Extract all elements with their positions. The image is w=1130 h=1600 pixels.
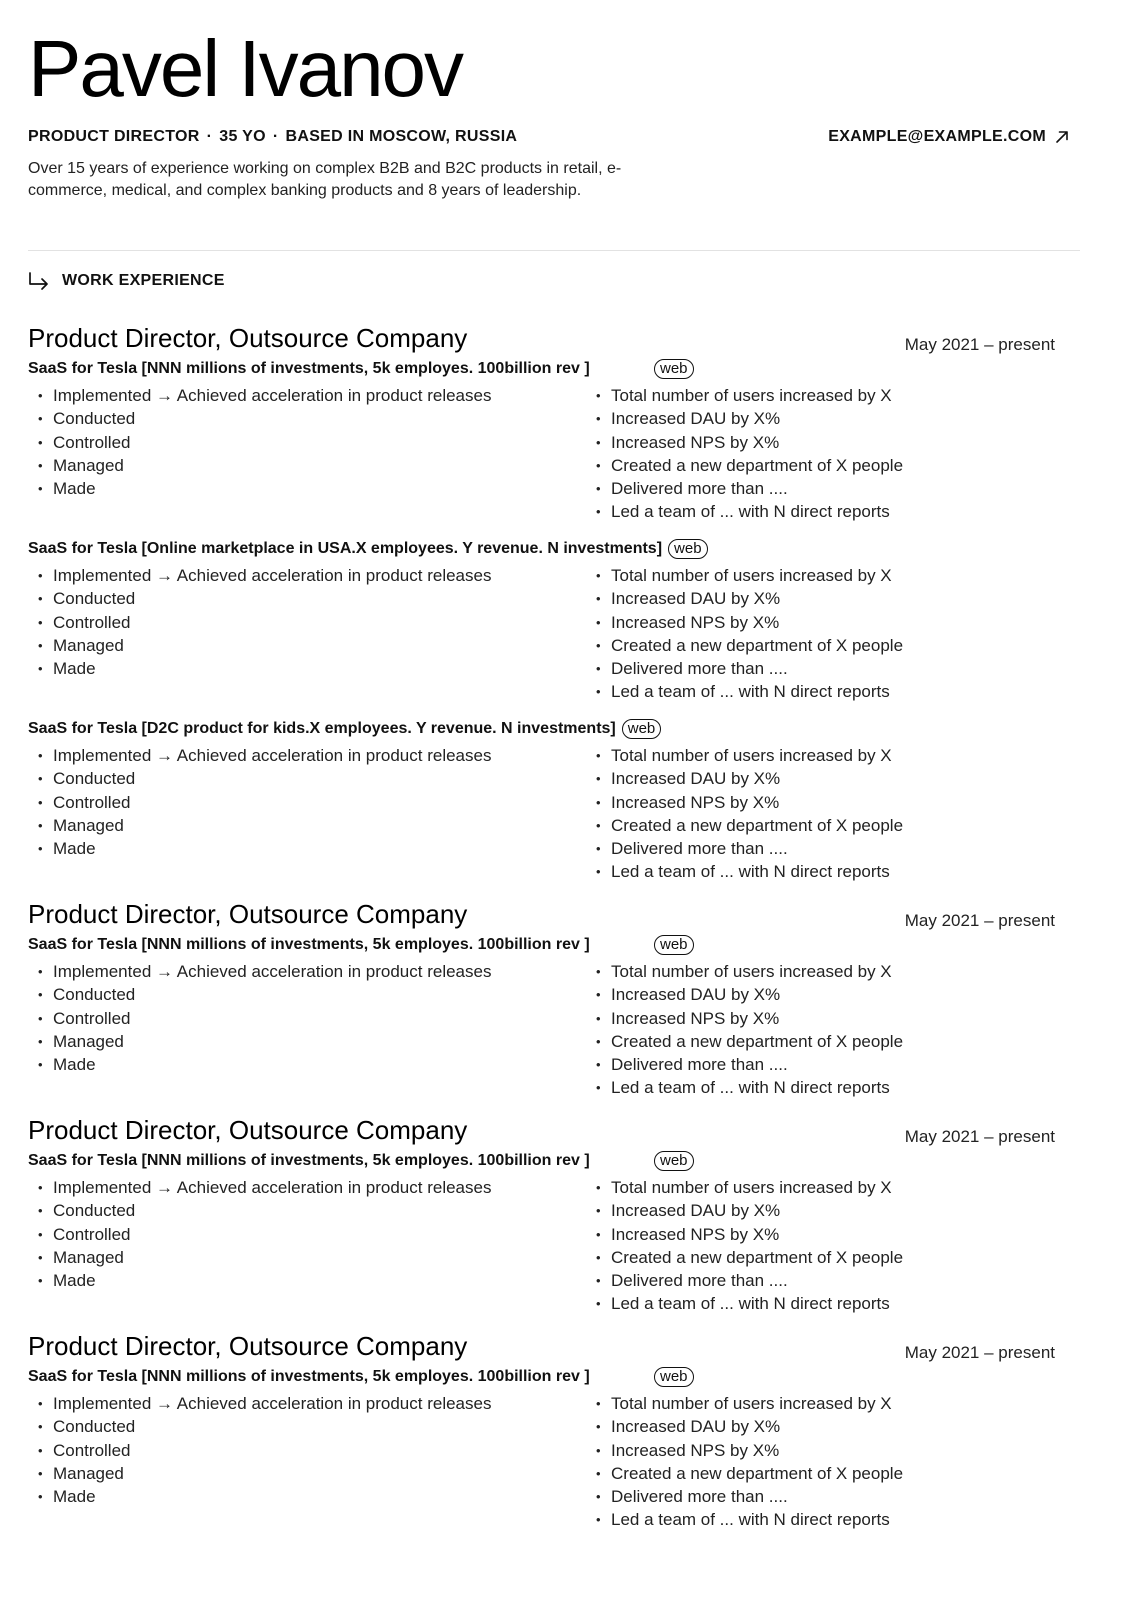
list-item: • Total number of users increased by X [596, 564, 903, 587]
work-experience-list [28, 320, 1068, 1544]
job-title: Product Director, Outsource Company [28, 1115, 468, 1145]
list-item: • Delivered more than .... [596, 1269, 903, 1292]
job-header [28, 896, 1068, 932]
list-item: • Increased NPS by X% [596, 611, 903, 634]
list-item: • Conducted [38, 983, 491, 1006]
list-item: • Led a team of ... with N direct reports [596, 500, 903, 523]
list-item: • Managed [38, 1030, 491, 1053]
job-entry [28, 1328, 1068, 1542]
project-bullets [28, 1174, 1068, 1326]
header-meta [28, 125, 1070, 149]
results-list [596, 564, 903, 704]
project-header [28, 1148, 1068, 1174]
list-item: • Implemented → Achieved acceleration in product releases [38, 1392, 491, 1415]
list-item: • Controlled [38, 1007, 491, 1030]
project-entry [28, 1148, 1068, 1326]
list-item: • Conducted [38, 1415, 491, 1438]
list-item: • Implemented → Achieved acceleration in product releases [38, 744, 491, 767]
list-item: • Conducted [38, 1199, 491, 1222]
section-title: WORK EXPERIENCE [62, 272, 225, 289]
list-item: • Increased DAU by X% [596, 587, 903, 610]
list-item: • Increased DAU by X% [596, 1199, 903, 1222]
list-item: • Led a team of ... with N direct reports [596, 1076, 903, 1099]
job-header [28, 1328, 1068, 1364]
list-item: • Implemented → Achieved acceleration in product releases [38, 564, 491, 587]
role-label: PRODUCT DIRECTOR [28, 128, 200, 145]
list-item: • Managed [38, 634, 491, 657]
list-item: • Made [38, 837, 491, 860]
list-item: • Conducted [38, 587, 491, 610]
job-header [28, 1112, 1068, 1148]
age-label: 35 YO [219, 128, 266, 145]
list-item: • Increased NPS by X% [596, 1439, 903, 1462]
project-entry [28, 356, 1068, 534]
section-header [28, 268, 225, 294]
email-link[interactable] [828, 125, 1070, 149]
list-item: • Total number of users increased by X [596, 1392, 903, 1415]
list-item: • Created a new department of X people [596, 1030, 903, 1053]
list-item: • Created a new department of X people [596, 1246, 903, 1269]
job-title: Product Director, Outsource Company [28, 323, 468, 353]
profile-summary: Over 15 years of experience working on complex B2B and B2C products in retail, e-commerce, medical, and complex banking products and 8 years of leadership. [28, 160, 622, 199]
project-entry [28, 932, 1068, 1110]
results-list [596, 384, 903, 524]
project-bullets [28, 1390, 1068, 1542]
job-title: Product Director, Outsource Company [28, 899, 468, 929]
list-item: • Implemented → Achieved acceleration in product releases [38, 960, 491, 983]
web-tag: web [654, 1151, 694, 1171]
actions-list [38, 1392, 491, 1508]
results-list [596, 1176, 903, 1316]
actions-list [38, 384, 491, 500]
list-item: • Conducted [38, 407, 491, 430]
list-item: • Increased NPS by X% [596, 791, 903, 814]
project-title: SaaS for Tesla [NNN millions of investments, 5k employes. 100billion rev ] [28, 936, 590, 953]
project-title: SaaS for Tesla [NNN millions of investments, 5k employes. 100billion rev ] [28, 1152, 590, 1169]
section-divider [28, 250, 1080, 251]
web-tag: web [654, 359, 694, 379]
list-item: • Created a new department of X people [596, 1462, 903, 1485]
project-entry [28, 1364, 1068, 1542]
list-item: • Made [38, 1485, 491, 1508]
list-item: • Increased NPS by X% [596, 1007, 903, 1030]
list-item: • Increased NPS by X% [596, 431, 903, 454]
list-item: • Made [38, 657, 491, 680]
results-list [596, 1392, 903, 1532]
job-header [28, 320, 1068, 356]
list-item: • Created a new department of X people [596, 454, 903, 477]
job-dates: May 2021 – present [904, 911, 1055, 930]
job-entry [28, 1112, 1068, 1326]
location-label: BASED IN MOSCOW, RUSSIA [285, 128, 518, 145]
list-item: • Total number of users increased by X [596, 744, 903, 767]
project-bullets [28, 382, 1068, 534]
actions-list [38, 1176, 491, 1292]
project-title: SaaS for Tesla [NNN millions of investments, 5k employes. 100billion rev ] [28, 360, 590, 377]
list-item: • Total number of users increased by X [596, 384, 903, 407]
list-item: • Managed [38, 1246, 491, 1269]
list-item: • Increased DAU by X% [596, 407, 903, 430]
separator-dot: · [272, 128, 279, 145]
list-item: • Controlled [38, 791, 491, 814]
list-item: • Controlled [38, 1439, 491, 1462]
resume-page [28, 0, 1080, 1600]
list-item: • Led a team of ... with N direct reports [596, 1508, 903, 1531]
project-header [28, 932, 1068, 958]
list-item: • Controlled [38, 431, 491, 454]
project-title: SaaS for Tesla [Online marketplace in USA.X employees. Y revenue. N investments] [28, 540, 663, 557]
return-arrow-icon [28, 270, 50, 292]
list-item: • Created a new department of X people [596, 814, 903, 837]
list-item: • Led a team of ... with N direct reports [596, 1292, 903, 1315]
actions-list [38, 744, 491, 860]
list-item: • Led a team of ... with N direct reports [596, 860, 903, 883]
job-dates: May 2021 – present [904, 335, 1055, 354]
list-item: • Created a new department of X people [596, 634, 903, 657]
actions-list [38, 960, 491, 1076]
job-entry [28, 320, 1068, 894]
project-header [28, 536, 1068, 562]
results-list [596, 744, 903, 884]
web-tag: web [654, 1367, 694, 1387]
list-item: • Implemented → Achieved acceleration in product releases [38, 1176, 491, 1199]
web-tag: web [622, 719, 662, 739]
project-header [28, 716, 1068, 742]
project-bullets [28, 562, 1068, 714]
candidate-name: Pavel Ivanov [28, 24, 463, 113]
list-item: • Delivered more than .... [596, 1053, 903, 1076]
list-item: • Managed [38, 454, 491, 477]
list-item: • Increased NPS by X% [596, 1223, 903, 1246]
list-item: • Implemented → Achieved acceleration in product releases [38, 384, 491, 407]
project-bullets [28, 742, 1068, 894]
list-item: • Made [38, 477, 491, 500]
project-title: SaaS for Tesla [D2C product for kids.X employees. Y revenue. N investments] [28, 720, 616, 737]
project-entry [28, 716, 1068, 894]
actions-list [38, 564, 491, 680]
project-header [28, 356, 1068, 382]
results-list [596, 960, 903, 1100]
list-item: • Controlled [38, 611, 491, 634]
list-item: • Controlled [38, 1223, 491, 1246]
list-item: • Delivered more than .... [596, 837, 903, 860]
list-item: • Managed [38, 814, 491, 837]
list-item: • Delivered more than .... [596, 477, 903, 500]
list-item: • Delivered more than .... [596, 657, 903, 680]
list-item: • Conducted [38, 767, 491, 790]
list-item: • Total number of users increased by X [596, 1176, 903, 1199]
project-bullets [28, 958, 1068, 1110]
profile-facts [28, 125, 517, 149]
list-item: • Increased DAU by X% [596, 767, 903, 790]
list-item: • Total number of users increased by X [596, 960, 903, 983]
job-entry [28, 896, 1068, 1110]
list-item: • Made [38, 1053, 491, 1076]
web-tag: web [654, 935, 694, 955]
list-item: • Increased DAU by X% [596, 983, 903, 1006]
list-item: • Led a team of ... with N direct reports [596, 680, 903, 703]
email-text[interactable]: EXAMPLE@EXAMPLE.COM [828, 128, 1046, 145]
project-title: SaaS for Tesla [NNN millions of investments, 5k employes. 100billion rev ] [28, 1368, 590, 1385]
list-item: • Increased DAU by X% [596, 1415, 903, 1438]
web-tag: web [668, 539, 708, 559]
external-link-arrow-icon [1054, 129, 1070, 145]
list-item: • Delivered more than .... [596, 1485, 903, 1508]
list-item: • Made [38, 1269, 491, 1292]
job-title: Product Director, Outsource Company [28, 1331, 468, 1361]
list-item: • Managed [38, 1462, 491, 1485]
project-header [28, 1364, 1068, 1390]
project-entry [28, 536, 1068, 714]
job-dates: May 2021 – present [904, 1343, 1055, 1362]
separator-dot: · [206, 128, 213, 145]
job-dates: May 2021 – present [904, 1127, 1055, 1146]
